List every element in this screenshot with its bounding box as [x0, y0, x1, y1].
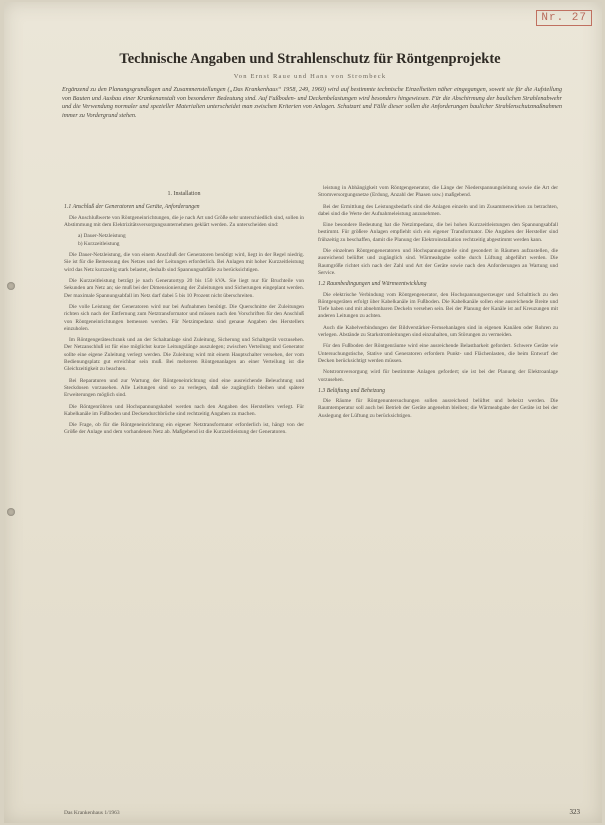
- document-page: [4, 2, 602, 823]
- paragraph: Die Räume für Röntgenuntersuchungen sollen ausreichend belüftet und beheizt werden. Die Raumtemperatur soll auch bei Betrieb der Geräte angenehm bleiben; die Wärmeabgabe der Geräte ist bei der Auslegung der Lüftung zu berücksichtigen.: [318, 398, 558, 419]
- left-column: [64, 185, 304, 441]
- paragraph: Notstromversorgung wird für bestimmte Anlagen gefordert; sie ist bei der Planung der Elektroanlage vorzusehen.: [318, 369, 558, 383]
- paragraph: Bei Reparaturen und zur Wartung der Röntgeneinrichtung sind eine ausreichende Beleuchtung und Steckdosen vorzusehen. Alle Leitungen sind so zu verlegen, daß sie zugänglich bleiben und spätere Erweiterungen möglich sind.: [64, 377, 304, 399]
- article-title: Technische Angaben und Strahlenschutz für Röntgenprojekte: [119, 51, 501, 67]
- requirement-list: [78, 233, 304, 248]
- right-column: [318, 185, 558, 424]
- article-abstract: Ergänzend zu den Planungsgrundlagen und Zusammenstellungen („Das Krankenhaus“ 1958, 249, 1960) wird auf bestimmte technische Einzelheiten näher eingegangen, soweit sie für die Aufstellung von Bauten und Ausbau einer Krankenanstalt von besonderer Bedeutung sind. Auf Fußboden- und Deckenbelastungen wird besonders hingewiesen. Für die Abschirmung der baulichen Strahlenabwehr und die Verwendung normaler und spezieller Materialien unterscheidet man zwischen Kriterien von Anlagen. Schutzart und Fälle dieser sollen die Anforderungen baulicher Strahlenschutzmaßnahmen immer zu Vordergrund stehen.: [62, 86, 562, 119]
- paragraph: Die einzelnen Röntgengeneratoren und Hochspannungsteile sind gesondert in Räumen aufzustellen, die ausreichend belüftet und zugänglich sind. Wärmeabgabe sollte durch Lüftung abgeführt werden. Die Raumgröße richtet sich nach der Zahl und Art der Geräte sowie nach den Anforderungen an Wartung und Service.: [318, 248, 558, 276]
- punch-hole: [7, 508, 15, 516]
- subsection-heading: 1.2 Raumbedingungen und Wärmeentwicklung: [318, 281, 427, 288]
- paragraph: Die Kurzzeitleistung beträgt je nach Generatortyp 20 bis 150 kVA. Sie liegt nur für Bruchteile von Sekunden am Netz an; sie muß bei der Dimensionierung der Zuleitungen und Sicherungen eingeplant werden. Der maximale Spannungsabfall im Netz darf dabei 5 bis 10 Prozent nicht überschreiten.: [64, 278, 304, 299]
- paragraph: Die Anschlußwerte von Röntgeneinrichtungen, die je nach Art und Größe sehr unterschiedlich sind, sollen in Abstimmung mit dem Elektrizitätsversorgungsunternehmen geklärt werden. Zu unterscheiden sind:: [64, 214, 304, 228]
- paragraph: leistung in Abhängigkeit vom Röntgengenerator, die Länge der Niederspannungsleitung sowie die Art der Stromversorgungsnetze (Erdung, Anzahl der Phasen usw.) maßgebend.: [318, 185, 558, 199]
- paragraph: Im Röntgengeräteschrank und an der Schaltanlage sind Zuleitung, Sicherung und Schaltgerät vorzusehen. Der Netzanschluß ist für eine möglichst kurze Leitungslänge auszulegen; zwischen Verteilung und Generator sollte eine eigene Zuleitung verlegt werden. Die Zuleitung wird mit einem Hauptschalter versehen, der vom Bedienungsplatz gut erreichbar sein muß. Bei mehreren Röntgenanlagen an einer Verteilung ist die Gleichzeitigkeit zu beachten.: [64, 337, 304, 373]
- journal-footer: Das Krankenhaus 1/1963: [64, 810, 120, 816]
- list-item: b) Kurzzeitleistung: [78, 240, 120, 247]
- paragraph: Die volle Leistung der Generatoren wird nur bei Aufnahmen benötigt. Die Querschnitte der Zuleitungen richten sich nach der Entfernung zum Netztransformator und müssen nach den Vorschriften für den Anschluß von Röntgeneinrichtungen bemessen werden. Für Netzimpedanz sind genaue Angaben des Herstellers einzuholen.: [64, 303, 304, 332]
- paragraph: Auch die Kabelverbindungen der Bildverstärker-Fernsehanlagen sind in eigenen Kanälen oder Rohren zu verlegen. Abstände zu Starkstromleitungen sind einzuhalten, um Störungen zu vermeiden.: [318, 324, 558, 339]
- paragraph: Eine besondere Bedeutung hat die Netzimpedanz, die bei hohen Kurzzeitleistungen den Spannungsabfall bestimmt. Für größere Anlagen empfiehlt sich ein eigener Transformator. Die Angaben der Hersteller sind frühzeitig zu beschaffen, damit die Planung der Elektroinstallation rechtzeitig abgestimmt werden kann.: [318, 222, 558, 243]
- article-author: Von Ernst Raue und Hans von Strombeck: [233, 73, 387, 80]
- paragraph: Bei der Ermittlung des Leistungsbedarfs sind die Anlagen einzeln und im Zusammenwirken zu betrachten, dabei sind die Werte der Aufnahmeleistung anzunehmen.: [318, 203, 558, 217]
- list-item: a) Dauer-Netzleistung: [78, 233, 126, 240]
- paragraph: Die elektrische Verbindung vom Röntgengenerator, den Hochspannungserzeuger und Schalttisch zu den Röntgengeräten erfolgt über Kabelkanäle im Fußboden. Die Kabelkanäle sollen eine ausreichende Breite und Tiefe haben und mit abnehmbaren Deckeln versehen sein. Bei der Planung der Kanäle ist auf Kreuzungen mit anderen Leitungen zu achten.: [318, 291, 558, 320]
- paragraph: Die Röntgenröhren und Hochspannungskabel werden nach den Angaben des Herstellers verlegt. Für Kabelkanäle im Fußboden und Deckendurchbrüche sind rechtzeitig Angaben zu machen.: [64, 403, 304, 417]
- archive-stamp: Nr. 27: [536, 10, 592, 26]
- section-heading: 1. Installation: [167, 191, 201, 197]
- subsection-heading: 1.1 Anschluß der Generatoren und Geräte, Anforderungen: [64, 204, 200, 211]
- paragraph: Die Dauer-Netzleistung, die von einem Anschluß der Generatoren benötigt wird, liegt in der Regel niedrig. Sie ist für die Bemessung des Netzes und der Leitungen erforderlich. Bei Anlagen mit hoher Kurzzeitleistung wird das Netz kurzzeitig stark belastet, deshalb sind Spannungsabfälle zu berücksichtigen.: [64, 252, 304, 273]
- punch-hole: [7, 282, 15, 290]
- page-number: 323: [569, 808, 580, 816]
- subsection-heading: 1.3 Belüftung und Beheizung: [318, 387, 385, 394]
- paragraph: Für den Fußboden der Röntgenräume wird eine ausreichende Belastbarkeit gefordert. Schwere Geräte wie Untersuchungstische, Stative und Generatoren erfordern Punkt- und Flächenlasten, die beim Entwurf der Decken berücksichtigt werden müssen.: [318, 343, 558, 364]
- paragraph: Die Frage, ob für die Röntgeneinrichtung ein eigener Netztransformator erforderlich ist, hängt von der Größe der Anlage und dem vorhandenen Netz ab. Maßgebend ist die Kurzzeitleistung der Generatoren.: [64, 422, 304, 436]
